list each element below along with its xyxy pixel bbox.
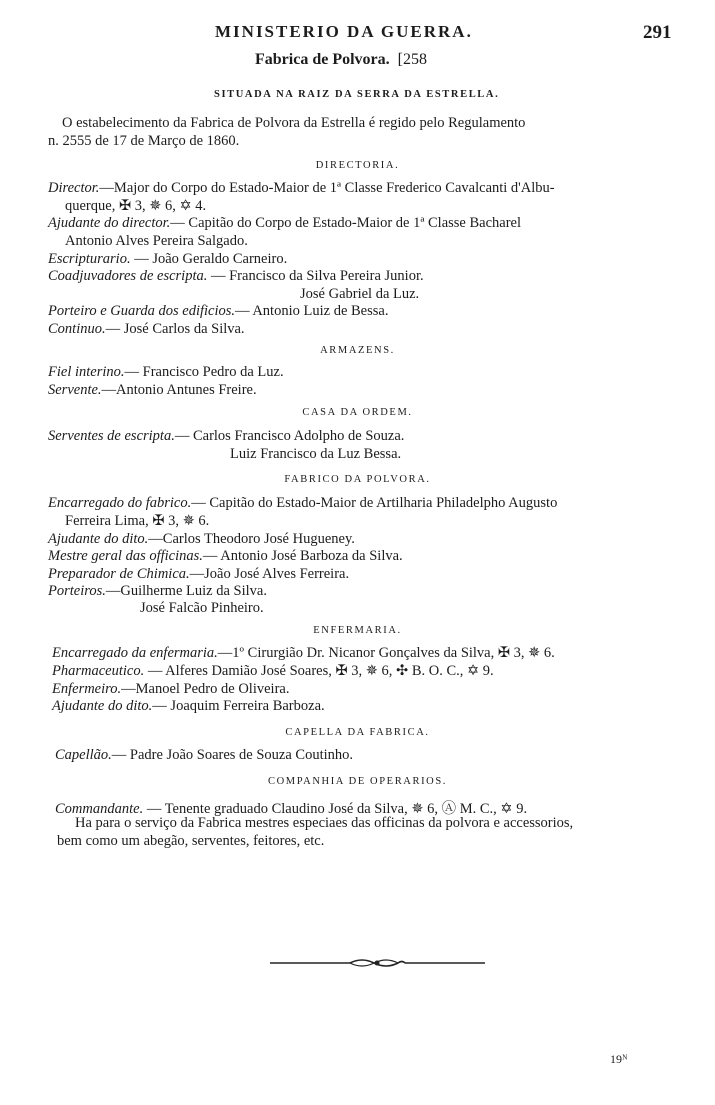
text-coadjuvadores: — Francisco da Silva Pereira Junior. (207, 268, 424, 284)
role-ajudante-director: Ajudante do director. (48, 215, 171, 231)
text-pharmaceutico: — Alferes Damião José Soares, ✠ 3, ✵ 6, ✣ B. O. C., ✡ 9. (144, 663, 494, 679)
role-coadjuvadores: Coadjuvadores de escripta. (48, 268, 208, 284)
page-number: 291 (643, 22, 672, 43)
entry-porteiros (48, 583, 267, 600)
text-director: —Major do Corpo do Estado-Maior de 1ª Classe Frederico Cavalcanti d'Albu- (99, 180, 555, 196)
entry-capellao (55, 747, 353, 764)
entry-enfermeiro (52, 681, 289, 698)
entry-porteiros-cont: José Falcão Pinheiro. (140, 600, 264, 616)
text-encarregado-fabrico: — Capitão do Estado-Maior de Artilharia Philadelpho Augusto (191, 495, 558, 511)
entry-continuo (48, 321, 245, 338)
text-escripturario: — João Geraldo Carneiro. (130, 251, 288, 267)
entry-ajudante-enfermaria (52, 698, 325, 715)
role-director: Director. (48, 180, 100, 196)
role-capellao: Capellão. (55, 747, 112, 763)
entry-encarregado-enfermaria (52, 645, 555, 662)
text-porteiros: —Guilherme Luiz da Silva. (105, 583, 267, 599)
role-enfermeiro: Enfermeiro. (52, 681, 122, 697)
role-ajudante-fabrico: Ajudante do dito. (48, 531, 149, 547)
role-preparador: Preparador de Chimica. (48, 566, 190, 582)
section-heading-capella: CAPELLA DA FABRICA. (285, 727, 430, 738)
signature-mark: 19ᴺ (610, 1052, 628, 1066)
entry-mestre (48, 548, 403, 565)
role-servente: Servente. (48, 382, 102, 398)
text-servente: —Antonio Antunes Freire. (101, 382, 257, 398)
entry-director-cont: querque, ✠ 3, ✵ 6, ✡ 4. (65, 198, 207, 214)
role-pharmaceutico: Pharmaceutico. (52, 663, 145, 679)
entry-ajudante-director-cont: Antonio Alves Pereira Salgado. (65, 233, 248, 249)
entry-porteiro (48, 303, 388, 320)
role-mestre: Mestre geral das officinas. (48, 548, 203, 564)
text-continuo: — José Carlos da Silva. (105, 321, 245, 337)
entry-encarregado-fabrico-cont: Ferreira Lima, ✠ 3, ✵ 6. (65, 513, 210, 529)
entry-coadjuvadores-cont: José Gabriel da Luz. (300, 286, 420, 302)
entry-preparador (48, 566, 349, 583)
role-ajudante-enfermaria: Ajudante do dito. (52, 698, 153, 714)
entry-pharmaceutico (52, 663, 494, 680)
text-fiel: — Francisco Pedro da Luz. (124, 364, 284, 380)
text-preparador: —João José Alves Ferreira. (189, 566, 350, 582)
section-heading-enfermaria: ENFERMARIA. (313, 625, 402, 636)
role-porteiros: Porteiros. (48, 583, 106, 599)
ministry-title: MINISTERIO DA GUERRA. (215, 22, 473, 41)
entry-director (48, 180, 555, 197)
role-porteiro: Porteiro e Guarda dos edificios. (48, 303, 236, 319)
entry-serventes-escripta (48, 428, 404, 445)
section-heading-companhia: COMPANHIA DE OPERARIOS. (267, 776, 448, 787)
text-ajudante-enfermaria: — Joaquim Ferreira Barboza. (152, 698, 325, 714)
role-escripturario: Escripturario. (48, 251, 131, 267)
text-ajudante-director: — Capitão do Corpo de Estado-Maior de 1ª Classe Bacharel (170, 215, 522, 231)
text-capellao: — Padre João Soares de Souza Coutinho. (111, 747, 354, 763)
section-heading-casa-ordem: CASA DA ORDEM. (302, 407, 413, 418)
note-line-2: bem como um abegão, serventes, feitores, etc. (57, 833, 325, 849)
text-encarregado-enfermaria: —1º Cirurgião Dr. Nicanor Gonçalves da Silva, ✠ 3, ✵ 6. (217, 645, 555, 661)
subtitle-text: Fabrica de Polvora. (255, 51, 390, 68)
entry-coadjuvadores (48, 268, 424, 285)
section-heading-armazens: ARMAZENS. (320, 345, 395, 356)
role-commandante: Commandante. (55, 801, 144, 817)
entry-servente (48, 382, 257, 399)
text-porteiro: — Antonio Luiz de Bessa. (235, 303, 389, 319)
subtitle-ref: [258 (397, 51, 427, 68)
text-ajudante-fabrico: —Carlos Theodoro José Hugueney. (148, 531, 355, 547)
intro-line-2: n. 2555 de 17 de Março de 1860. (48, 133, 240, 149)
intro-line-1: O estabelecimento da Fabrica de Polvora da Estrella é regido pelo Regulamento (62, 115, 526, 131)
text-mestre: — Antonio José Barboza da Silva. (202, 548, 403, 564)
entry-ajudante-director (48, 215, 521, 232)
role-fiel: Fiel interino. (48, 364, 125, 380)
location-line: SITUADA NA RAIZ DA SERRA DA ESTRELLA. (214, 89, 500, 100)
section-heading-fabrico: FABRICO DA POLVORA. (284, 474, 431, 485)
entry-encarregado-fabrico (48, 495, 557, 512)
role-encarregado-fabrico: Encarregado do fabrico. (48, 495, 192, 511)
note-line-1: Ha para o serviço da Fabrica mestres especiaes das officinas da polvora e accessorios, (75, 815, 574, 831)
text-serventes-escripta: — Carlos Francisco Adolpho de Souza. (174, 428, 405, 444)
role-serventes-escripta: Serventes de escripta. (48, 428, 175, 444)
entry-serventes-escripta-cont: Luiz Francisco da Luz Bessa. (230, 446, 402, 462)
text-commandante: — Tenente graduado Claudino José da Silva, ✵ 6, Ⓐ M. C., ✡ 9. (143, 801, 528, 817)
page-subtitle (255, 51, 427, 69)
role-encarregado-enfermaria: Encarregado da enfermaria. (52, 645, 218, 661)
ornament-divider (270, 956, 485, 970)
entry-escripturario (48, 251, 287, 268)
text-enfermeiro: —Manoel Pedro de Oliveira. (121, 681, 290, 697)
entry-fiel (48, 364, 284, 381)
entry-ajudante-fabrico (48, 531, 355, 548)
section-heading-directoria: DIRECTORIA. (315, 160, 400, 171)
role-continuo: Continuo. (48, 321, 106, 337)
